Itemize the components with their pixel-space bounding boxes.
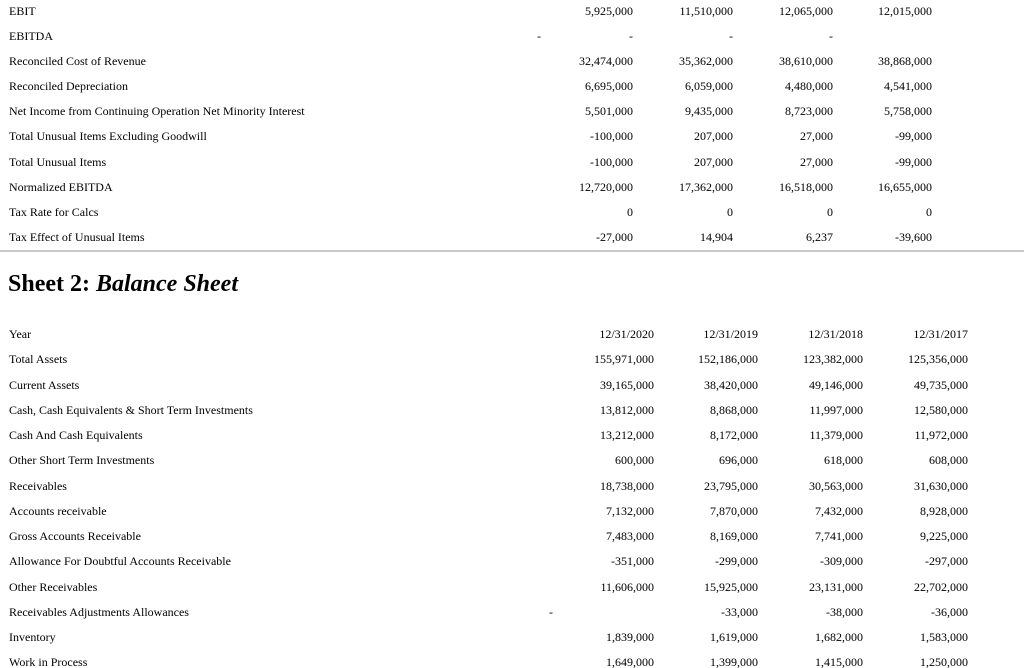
table-cell: 4,541,000 — [884, 79, 932, 93]
row-label: Reconciled Depreciation — [9, 79, 128, 93]
row-label: Net Income from Continuing Operation Net Minority Interest — [9, 104, 305, 118]
table-cell: 125,356,000 — [908, 352, 968, 366]
table-row — [0, 327, 1024, 349]
table-row — [0, 479, 1024, 501]
table-cell: 155,971,000 — [594, 352, 654, 366]
table-cell: 0 — [627, 205, 633, 219]
table-row — [0, 580, 1024, 602]
table-row — [0, 54, 1024, 76]
table-cell: 6,237 — [806, 230, 833, 244]
table-cell: -99,000 — [895, 155, 932, 169]
table-row — [0, 403, 1024, 425]
table-cell: 22,702,000 — [914, 580, 968, 594]
table-cell: -27,000 — [596, 230, 633, 244]
row-label: Tax Rate for Calcs — [9, 205, 99, 219]
table-cell: 38,420,000 — [704, 378, 758, 392]
table-cell: 0 — [926, 205, 932, 219]
table-cell: 1,399,000 — [710, 655, 758, 668]
table-row — [0, 352, 1024, 374]
table-cell: -309,000 — [820, 554, 863, 568]
row-label: EBITDA — [9, 29, 53, 43]
table-cell: 207,000 — [694, 129, 733, 143]
row-label: Gross Accounts Receivable — [9, 529, 141, 543]
row-label: Inventory — [9, 630, 56, 644]
table-cell: 12/31/2020 — [599, 327, 654, 341]
table-cell: 27,000 — [800, 129, 833, 143]
table-cell: 23,131,000 — [809, 580, 863, 594]
table-cell: 13,212,000 — [600, 428, 654, 442]
table-cell: 7,870,000 — [710, 504, 758, 518]
table-cell: 8,169,000 — [710, 529, 758, 543]
table-cell: 1,649,000 — [606, 655, 654, 668]
table-cell: 30,563,000 — [809, 479, 863, 493]
table-cell: 17,362,000 — [679, 180, 733, 194]
table-cell: 600,000 — [615, 453, 654, 467]
table-cell: 14,904 — [700, 230, 733, 244]
row-label: Normalized EBITDA — [9, 180, 113, 194]
table-row — [0, 155, 1024, 177]
table-cell: 0 — [827, 205, 833, 219]
table-cell: -38,000 — [826, 605, 863, 619]
table-cell: 16,655,000 — [878, 180, 932, 194]
table-cell: 39,165,000 — [600, 378, 654, 392]
row-label: Accounts receivable — [9, 504, 107, 518]
table-cell: 618,000 — [824, 453, 863, 467]
table-cell: 1,682,000 — [815, 630, 863, 644]
table-cell: -299,000 — [715, 554, 758, 568]
row-label: EBIT — [9, 4, 36, 18]
table-cell: 27,000 — [800, 155, 833, 169]
table-cell: 49,735,000 — [914, 378, 968, 392]
row-label: Other Receivables — [9, 580, 98, 594]
sheet-title-prefix: Sheet 2: — [8, 271, 96, 297]
row-label: Work in Process — [9, 655, 88, 668]
table-cell: 1,583,000 — [920, 630, 968, 644]
table-cell: 6,059,000 — [685, 79, 733, 93]
table-row — [0, 529, 1024, 551]
row-label: Reconciled Cost of Revenue — [9, 54, 146, 68]
table-cell: - — [829, 29, 833, 43]
row-label: Receivables Adjustments Allowances — [9, 605, 189, 619]
row-label: Cash And Cash Equivalents — [9, 428, 143, 442]
table-cell: 11,379,000 — [809, 428, 863, 442]
table-cell: -99,000 — [895, 129, 932, 143]
table-cell: 8,723,000 — [785, 104, 833, 118]
table-row — [0, 180, 1024, 202]
table-cell: 207,000 — [694, 155, 733, 169]
row-label: Total Unusual Items — [9, 155, 107, 169]
table-cell: 1,619,000 — [710, 630, 758, 644]
table-cell: -39,600 — [895, 230, 932, 244]
table-row — [0, 630, 1024, 652]
table-cell: 6,695,000 — [585, 79, 633, 93]
table-cell: -297,000 — [925, 554, 968, 568]
table-row — [0, 655, 1024, 668]
table-cell: 13,812,000 — [600, 403, 654, 417]
table-cell: 0 — [727, 205, 733, 219]
table-cell: 123,382,000 — [803, 352, 863, 366]
table-cell: 12/31/2017 — [913, 327, 968, 341]
table-cell: 31,630,000 — [914, 479, 968, 493]
table-cell: 5,758,000 — [884, 104, 932, 118]
table-row — [0, 129, 1024, 151]
table-cell: 11,997,000 — [809, 403, 863, 417]
section-divider — [0, 250, 1024, 252]
table-cell: 11,972,000 — [914, 428, 968, 442]
table-cell: 16,518,000 — [779, 180, 833, 194]
row-label: Tax Effect of Unusual Items — [9, 230, 145, 244]
table-cell: 152,186,000 — [698, 352, 758, 366]
table-cell: 8,928,000 — [920, 504, 968, 518]
row-label: Current Assets — [9, 378, 80, 392]
table-row — [0, 504, 1024, 526]
table-row — [0, 428, 1024, 450]
table-cell: - — [537, 29, 541, 43]
table-row — [0, 29, 1024, 51]
table-cell: - — [729, 29, 733, 43]
table-cell: 5,501,000 — [585, 104, 633, 118]
table-row — [0, 4, 1024, 26]
table-row — [0, 104, 1024, 126]
table-cell: 35,362,000 — [679, 54, 733, 68]
table-cell: -36,000 — [931, 605, 968, 619]
table-cell: - — [629, 29, 633, 43]
table-cell: -33,000 — [721, 605, 758, 619]
table-cell: -100,000 — [590, 129, 633, 143]
table-cell: 4,480,000 — [785, 79, 833, 93]
table-cell: 7,432,000 — [815, 504, 863, 518]
table-cell: 608,000 — [929, 453, 968, 467]
row-label: Allowance For Doubtful Accounts Receivable — [9, 554, 231, 568]
table-cell: 12/31/2019 — [703, 327, 758, 341]
table-row — [0, 605, 1024, 627]
table-cell: 18,738,000 — [600, 479, 654, 493]
table-cell: 38,610,000 — [779, 54, 833, 68]
table-cell: 9,225,000 — [920, 529, 968, 543]
table-cell: 23,795,000 — [704, 479, 758, 493]
table-cell: 12,065,000 — [779, 4, 833, 18]
table-cell: 11,606,000 — [600, 580, 654, 594]
table-cell: 7,132,000 — [606, 504, 654, 518]
table-cell: 9,435,000 — [685, 104, 733, 118]
row-label: Total Unusual Items Excluding Goodwill — [9, 129, 207, 143]
table-cell: 696,000 — [719, 453, 758, 467]
table-cell: 8,172,000 — [710, 428, 758, 442]
table-cell: 32,474,000 — [579, 54, 633, 68]
balance-sheet-title — [8, 270, 238, 298]
table-row — [0, 554, 1024, 576]
table-row — [0, 453, 1024, 475]
table-cell: 1,250,000 — [920, 655, 968, 668]
table-cell: 11,510,000 — [679, 4, 733, 18]
table-cell: 15,925,000 — [704, 580, 758, 594]
table-row — [0, 378, 1024, 400]
row-label: Total Assets — [9, 352, 68, 366]
table-cell: 12,580,000 — [914, 403, 968, 417]
sheet-title-name: Balance Sheet — [95, 271, 238, 297]
table-cell: 5,925,000 — [585, 4, 633, 18]
table-cell: -100,000 — [590, 155, 633, 169]
table-cell: 1,415,000 — [815, 655, 863, 668]
row-label: Cash, Cash Equivalents & Short Term Investments — [9, 403, 253, 417]
table-cell: 1,839,000 — [606, 630, 654, 644]
table-row — [0, 205, 1024, 227]
table-cell: 49,146,000 — [809, 378, 863, 392]
table-cell: 12,720,000 — [579, 180, 633, 194]
table-cell: 8,868,000 — [710, 403, 758, 417]
row-label: Receivables — [9, 479, 67, 493]
table-cell: 12/31/2018 — [808, 327, 863, 341]
table-cell: 7,483,000 — [606, 529, 654, 543]
table-row — [0, 230, 1024, 252]
row-label: Other Short Term Investments — [9, 453, 155, 467]
table-row — [0, 79, 1024, 101]
table-cell: 7,741,000 — [815, 529, 863, 543]
table-cell: - — [549, 605, 553, 619]
table-cell: 38,868,000 — [878, 54, 932, 68]
table-cell: -351,000 — [611, 554, 654, 568]
table-cell: 12,015,000 — [878, 4, 932, 18]
row-label: Year — [9, 327, 32, 341]
